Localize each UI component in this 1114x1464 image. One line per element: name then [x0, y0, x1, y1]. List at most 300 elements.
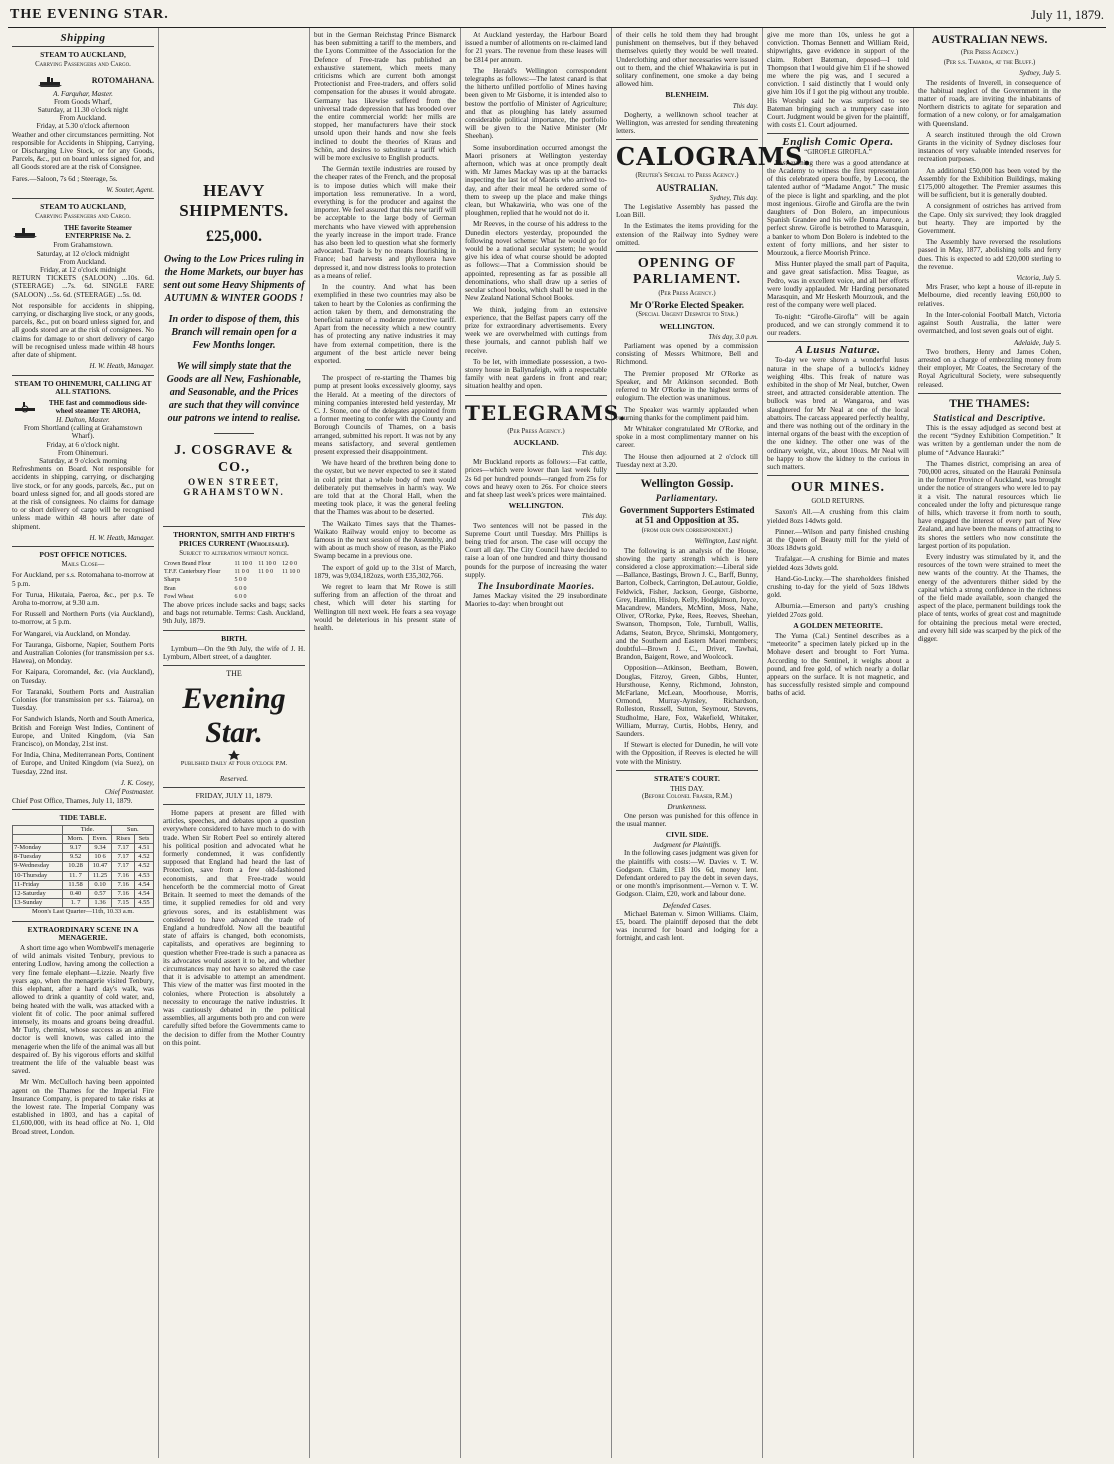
blenheim-paragraph: Dogherty, a wellknown school teacher at Wellington, was arrested for sending threatening letters. — [616, 110, 758, 136]
birth-title: BIRTH. — [221, 633, 247, 643]
table-row — [13, 899, 154, 908]
post-line: For India, China, Mediterranean Ports, Continent of Europe, and United Kingdom (via Suez), on Tuesday, 22nd inst. — [12, 751, 154, 776]
divider — [163, 526, 305, 527]
paper-nameplate — [163, 670, 305, 805]
star-ornament-icon — [219, 750, 249, 760]
table-cell: 4.51 — [134, 844, 153, 853]
column-1 — [8, 28, 159, 1458]
mines-paragraph: Hand-Go-Lucky.—The shareholders finished crushing to-day for the yield of 5ozs 18dwts gold. — [767, 574, 909, 600]
ad-notice: Refreshments on Board. Not responsible for accidents in shipping, carrying, or discharging live stock, or for any goods, parcels, &c., put on board unless signed for, and all goods stored are at the risk of consignees. No claims for damage to or short delivery of cargo will be recognised unless made within 48 hours after date of shipment. — [12, 465, 154, 531]
gossip-subtitle: Parliamentary. — [655, 492, 719, 503]
thames-paragraph: Every industry was stimulated by it, and the resources of the town were strained to meet the new wants of the country. At the Thames, the energy of the adventurers thither sided by the capital which a strong confidence in the richness of the field made available, soon changed the aspect of the place, permanent buildings took the place of tents, works of great cost and magnitude for obtaining the precious metal were erected, and every hill side was scarped by the pick of the digger. — [918, 552, 1061, 643]
article-paragraph: A short time ago when Wombwell's menagerie of wild animals visited Tenbury, previous to entering Ludlow, having among the collection a very fine female elephant—Lizzie. Nearly five years ago, when the menagerie visited Tenbury, this elephant, after a hard day's walk, was allowed to drink a quantity of cold water, and, being heated with the walk, was attacked with a violent fit of colic. The poor animal suffered intensely, its moans and groans being dreadful. Mr Turly, chemist, whose success as an animal doctor is well known, was called into the menagerie when the life of the animal was all but despaired of. By his vigorous efforts and skilful treatment the life of the valuable beast was saved. — [12, 944, 154, 1076]
court-title: STRATE'S COURT. — [654, 773, 720, 783]
court-paragraph: give me more than 10s, unless he got a conviction. Thomas Bennett and William Reid, shipwrights, gave evidence in support of the claim. Robert Bateman, deposed—I told Thompson that I would give him £1 if he showed me where the pig was, and I secured a conviction. I said distinctly that I would only give him 10s if I got the pig without any trouble. His Worship said he was surprised to see Bateman bringing such a trumpery case into Court. Judgment would be given for the plaintiff, with costs £1. Court adjourned. — [767, 31, 909, 130]
telegram-place: AUCKLAND. — [513, 437, 559, 447]
post-signature-title: Chief Postmaster. — [104, 788, 154, 797]
ship-name: THE favorite Steamer ENTERPRISE No. 2. — [63, 224, 133, 241]
table-cell: 7.17 — [112, 853, 135, 862]
divider — [12, 921, 154, 922]
menagerie-article — [12, 926, 154, 1136]
news-paragraph: The Assembly have reversed the resolutions passed in May, 1877, abolishing tolls and ferry dues. This is expected to add £20,000 sterling to the revenue. — [918, 238, 1061, 271]
firm-town: GRAHAMSTOWN. — [183, 487, 285, 498]
thames-paragraph: The Thames district, comprising an area of 700,000 acres, situated on the Hauraki Peninsula in the former Province of Auckland, was brought under the notice of strangers who were led to pay it a visit. The natural resources which lie concealed under the lofty and picturesque range of hills, which traverse it from north to south, have engaged the interest of every part of New Zealand, and have been the means of attracting to its shores the settlers who now constitute the largest portion of its population. — [918, 459, 1061, 550]
departure-time: Saturday, at 12 o'clock midnight — [36, 249, 130, 258]
table-subheader: Even. — [88, 834, 112, 843]
table-cell: 4.52 — [134, 862, 153, 871]
table-cell — [281, 576, 305, 584]
ship-row — [12, 72, 154, 90]
news-paragraph: Mr Reeves, in the course of his address to the Dunedin electors yesterday, propounded the following novel scheme: What he would go for would be a national secular system; he would give his idea of what course should be adopted as follows:—That a Commission should be appointed, representing as far as possible all denominations, who shall draw up a series of secular school books, which shall be used in the New Zealand National School Books. — [465, 220, 607, 303]
news-paragraph: Mrs Fraser, who kept a house of ill-repute in Melbourne, died recently leaving £60,000 to relatives. — [918, 283, 1061, 308]
thames-subtitle: Statistical and Descriptive. — [933, 412, 1046, 423]
ad-title: STEAM TO AUCKLAND, — [40, 50, 126, 60]
nameplate-title: Evening Star. — [182, 682, 286, 750]
departure-from: From Goods Wharf, — [54, 97, 112, 106]
divider — [12, 546, 154, 547]
ship-row — [12, 398, 154, 416]
prices-subtitle: Subject to alteration without notice. — [179, 549, 289, 557]
ship-name: THE fast and commodious side-wheel steamer TE AROHA, — [48, 398, 148, 415]
table-cell: 7.17 — [112, 862, 135, 871]
table-cell: 10 6 — [88, 853, 112, 862]
table-cell — [257, 576, 281, 584]
table-cell: Crown Brand Flour — [164, 561, 211, 568]
table-cell: 13-Sunday — [13, 899, 63, 908]
table-header: Sun. — [112, 825, 154, 834]
table-cell: 11 10 0 — [258, 561, 277, 568]
birth-notice — [163, 635, 305, 662]
ad-body: Owing to the Low Prices ruling in the Home Markets, our buyer has sent out some Heavy Shipments of AUTUMN & WINTER GOODS ! — [163, 254, 305, 304]
table-cell: 9-Wednesday — [13, 862, 63, 871]
table-cell: 7.17 — [112, 844, 135, 853]
blenheim-date: This day. — [732, 101, 758, 110]
opening-head: Mr O'Rorke Elected Speaker. — [630, 300, 744, 311]
ship-master: H. Dalton, Master. — [56, 415, 110, 424]
news-paragraph: Some insubordination occurred amongst the Maori prisoners at Wellington yesterday afternoon, which was at once promptly dealt with. Mr James Mackay was up at the barracks inspecting the last lot of Maoris who arrived to-day, and after their meal he ordered some of them to sweep up the place and make things clean, but Whakawiria, who was one of the ploughmen, replied that he would not do it. — [465, 143, 607, 218]
calograms-title: CALOGRAMS. — [616, 142, 812, 172]
steam-auckland-ad-2 — [12, 203, 154, 370]
editorial-paragraph: The Germán textile industries are roused by the cheaper rates of the French, and the proposal is to impose duties which will make their importation less remunerative. In a word, everything is for the producer and against the importer. We feel assured that this new tariff will be acceptable to the large body of German merchants who have viewed with apprehension the yearly increase in the import trade. France has also been led to question what she formerly advocated. Trade is by no means flourishing in France; bad harvests and phylloxera have depressed it, and now distress looks to protection as a means of relief. — [314, 165, 456, 280]
table-cell: 7.16 — [112, 871, 135, 880]
columns — [8, 28, 1106, 1458]
column-3 — [310, 28, 461, 1458]
court-subtitle: (Before Colonel Fraser, R.M.) — [641, 793, 733, 801]
news-paragraph: A consignment of ostriches has arrived from the Cape. Only six survived; they look draggled but hearty. They are imported by the Government. — [918, 202, 1061, 236]
table-cell: 7-Monday — [13, 844, 63, 853]
telegram-subhead: The Insubordinate Maories. — [477, 580, 595, 591]
steam-auckland-ad-1 — [12, 51, 154, 194]
table-cell: 9.34 — [88, 844, 112, 853]
news-paragraph: The residents of Inverell, in consequence of the habitual neglect of the Government in the matter of roads, are inviting the inhabitants of Northern districts to agitate for separation and formation of a new colony, or for amalgamation with Queensland. — [918, 78, 1061, 128]
news-paragraph: We regret to learn that Mr Rowe is still suffering from an affection of the throat and chest, which will deter his starting for Wellington till next week. He fears a sea voyage would be deleterious in his present state of health. — [314, 583, 456, 633]
post-line: For Russell and Northern Ports (via Auckland), to-morrow, at 5 p.m. — [12, 610, 154, 627]
table-subheader: Morn. — [63, 834, 88, 843]
news-paragraph: A search instituted through the old Crown Grants in the vicinity of Sydney discloses four instances of very valuable intended reserves for recreation purposes. — [918, 130, 1061, 164]
opening-date: This day, 3.0 p.m. — [708, 332, 758, 341]
return-from: From Ohinemuri. — [57, 448, 109, 457]
steam-ohinemuri-ad — [12, 380, 154, 542]
opening-title: OPENING OF PARLIAMENT. — [632, 256, 742, 288]
mines-paragraph: Trafalgar.—A crushing for Birnie and mates yielded 4ozs 3dwts gold. — [767, 555, 909, 572]
firm-street: OWEN STREET, — [188, 477, 280, 487]
table-cell: 11 10 0 — [282, 569, 300, 576]
table-header — [13, 825, 63, 834]
table-row — [13, 890, 154, 899]
post-line: For Sandwich Islands, North and South America, British and Foreign West Indies, Continent of Europe, and United Kingdom, (via San Francisco), on Monday, 21st inst. — [12, 715, 154, 749]
column-4 — [461, 28, 627, 1458]
telegram-paragraph: James Mackay visited the 29 insubordinate Maories to-day: when brought out — [465, 592, 607, 609]
australian-news-subtitle-2: (Per s.s. Taiaroa, at the Bluff.) — [943, 59, 1036, 67]
opera-subtitle: “GIROFLE GIROFLA.” — [804, 148, 872, 156]
steamship-icon — [37, 74, 63, 88]
table-cell: Bran — [164, 585, 176, 592]
divider — [163, 804, 305, 805]
table-cell: 5 0 0 — [234, 577, 247, 584]
table-row — [13, 853, 154, 862]
telegram-place: WELLINGTON. — [508, 501, 564, 511]
section-shipping: Shipping — [60, 32, 106, 44]
ad-agent: W. Souter, Agent. — [106, 185, 154, 194]
tide-title: TIDE TABLE. — [59, 813, 107, 823]
column-5 — [612, 28, 812, 1458]
news-paragraph: The export of gold up to the 31st of March, 1879, was 9,034,182ozs, worth £35,302,766. — [314, 563, 456, 580]
column-2 — [159, 28, 310, 1458]
table-cell: 4.53 — [134, 871, 153, 880]
column-6 — [763, 28, 914, 1458]
prices-note: The above prices include sacks and bags; sacks and bags not returnable. Terms: Cash. Auckland, 9th July, 1879. — [163, 601, 305, 626]
news-dateline: Victoria, July 5. — [1016, 274, 1061, 283]
page-masthead-title: THE EVENING STAR. — [10, 7, 169, 22]
table-cell: 6 0 0 — [234, 585, 247, 592]
divider — [163, 665, 305, 666]
table-row — [13, 844, 154, 853]
ad-body: In order to dispose of them, this Branch will remain open for a Few Months longer. — [168, 314, 300, 351]
post-line: For Turua, Hikutaia, Paeroa, &c., per p.s. Te Aroha to-morrow, at 9.30 a.m. — [12, 590, 154, 607]
prices-body — [163, 560, 305, 601]
civil-defended: Defended Cases. — [662, 901, 712, 910]
ad-headline: HEAVY SHIPMENTS. — [179, 181, 289, 220]
divider — [214, 433, 254, 434]
table-row — [163, 560, 305, 568]
return-time: Friday, at 12 o'clock midnight — [39, 266, 127, 275]
calograms-date: Sydney, This day. — [709, 193, 758, 202]
editorial-paragraph: but in the German Reichstag Prince Bismarck has been submitting a tariff to the members, and the Lyons Committee of the Association for the Defence of Free-trade has published an exhaustive statement, which meets many criticisms which are current both amongst Protectionist and Free-traders, and offers solid compensation for the abuses it would abrogate. Germany has likewise suffered from the universal trade depression that has brooded over the entire commercial world: her mills are stopped, her manufacturers have their stock unsold upon their hands and now she feels inclined to doubt the theories of Kraus and Schön, and desires to substitute a tariff which will be more exclusive to English products. — [314, 31, 456, 163]
telegram-paragraph: Two sentences will not be passed in the Supreme Court until Tuesday. Mrs Phillips is being tried for arson. The case will occupy the Court all day. The City Council have decided to raise a loan of one hundred and thirty thousand pounds for the purpose of increasing the water supply. — [465, 521, 607, 579]
ad-notice: Weather and other circumstances permitting. Not responsible for Accidents in Shipping, Carrying, or Discharging Live Stock, or for any Goods, Parcels, &c., put on board unless signed for, and all Goods stored are at the risk of Consignee. — [12, 130, 154, 172]
news-paragraph: The Herald's Wellington correspondent telegraphs as follows:—The latest canard is that the hitherto unfilled portfolio of Mines having been given to Mr Gisborne, it is intended also to bestow the portfolio of Minister of Agriculture; and that as ploughing has lately assumed considerable political importance, the portfolio will be given to the Native Minister (Mr Sheehan). — [465, 66, 607, 141]
divider — [767, 475, 909, 476]
return-time: Friday, at 5.30 o'clock afternoon — [36, 122, 130, 131]
table-cell: 0.10 — [88, 880, 112, 889]
tide-table — [12, 814, 154, 916]
news-paragraph: We have heard of the brethren being done to the oyster, but we never expected to see it stated in cold print that a whole body of men would deliberately put themselves in harm's way. We are told that at the Choral Hall, when the meeting took place, it was the general feeling that the Thames was about to be deserted. — [314, 459, 456, 517]
table-cell — [281, 585, 305, 593]
post-line: For Auckland, per s.s. Rotomahana to-morrow at 5 p.m. — [12, 571, 154, 588]
telegram-date: This day. — [581, 448, 607, 457]
telegram-date: This day. — [581, 512, 607, 521]
post-office-notices — [12, 551, 154, 805]
telegrams-section — [465, 400, 627, 609]
ad-body: We will simply state that the Goods are all New, Fashionable, and Seasonable, and the Prices are such that they will convince our patrons we intend to realise. — [166, 361, 302, 424]
divider — [616, 473, 758, 474]
masthead — [8, 4, 1106, 28]
news-paragraph: The prospect of re-starting the Thames big pump at present looks excessively gloomy, says the Herald. At a meeting of the directors of mining companies interested held yesterday, Mr C. J. Stone, one of the delegates appointed from a former meeting to confer with the County and Borough Councils of Thames, on a basis arranged, submitted his report. It was not by any means satisfactory, and several gentlemen present expressed their disappointment. — [314, 374, 456, 456]
ad-notice: Not responsible for accidents in shipping, carrying, or discharging live stock, or any goods, parcels, &c., put on board unless signed for, and all goods stored are at the risk of consignees. No claims for damage to or short delivery of cargo will be recognised unless made within 48 hours after date of shipment. — [12, 301, 154, 360]
australian-news-subtitle: (Per Press Agency.) — [960, 49, 1019, 56]
table-row — [163, 585, 305, 593]
table-subheader: Rises — [112, 834, 135, 843]
table-cell: 4.52 — [134, 853, 153, 862]
opening-paragraph: Parliament was opened by a commission consisting of Messrs Whitmore, Bell and Richmond. — [616, 342, 758, 367]
news-dateline: Adelaide, July 5. — [1013, 338, 1061, 347]
return-from: From Auckland. — [59, 257, 107, 266]
gossip-paragraph: Opposition—Atkinson, Beetham, Bowen, Douglas, Fitzroy, Green, Gibbs, Hunter, Hursthouse, Kenny, Richmond, Johnston, McFarlane, McLean, Moorhouse, Morris, Ormond, Murray-Aynsley, Richardson, Rolleston, Russell, Sutton, Seymour, Stevens, Studholme, Hare, Fox, Wakefield, Whitaker, William, Murray, Curtis, Hobbs, Henry, and Saunders. — [616, 664, 758, 738]
nameplate-the: THE — [226, 669, 242, 679]
divider — [12, 46, 154, 47]
tide-body — [13, 844, 154, 908]
column-7 — [914, 28, 1065, 1458]
gossip-date: Wellington, Last night. — [694, 537, 758, 546]
calograms-paragraph: The Legislative Assembly has passed the Loan Bill. — [616, 203, 758, 220]
table-cell: 9.17 — [63, 844, 88, 853]
editorial-paragraph: In the country. And what has been exemplified in these two countries may also be taken to heart by the Colonies as confirming the action taken by them, and demonstrating the beneficial nature of a moderate protective tariff. Apart from the necessity which a new country has of protecting any native industries it may have from external competition, there is the argument of the best article never being exported. — [314, 283, 456, 365]
gossip-paragraph: The following is an analysis of the House, showing the party strength which is here considered a close approximation:—Liberal side—Ballance, Bastings, Brown J. C., Barff, Bunny, Barton, Colbeck, Carrington, DeLautour, Goldie, Feldwick, Fisher, Jackson, George, Gisborne, Grey, Hamlin, Hislop, Kelly, Hodgkinson, Joyce, Macandrew, Manders, McMinn, Moss, Nahe, Oliver, O'Rorke, Pyke, Rees, Reeves, Sheehan, Swanson, Thompson, Tole, Turnbull, Wallis, Adams, Seaton, Bryce, Shrimski, Montgomery, and the Southern and Eastern Maori members; doubtful—Brown J. C., Driver, Tawhai, Brandon, Baigent, Rowe, and Woolcock. — [616, 546, 758, 662]
table-cell: 0.57 — [88, 890, 112, 899]
lusus-paragraph: To-day we were shown a wonderful lusus naturæ in the shape of a bullock's kidney weighing 4lbs. This freak of nature was exhibited in the shop of Mr Neal, butcher, Owen street, and attracted considerable attention. The bullock was bred at Wangaroa, and was slaughtered for Mr Neal at one of the local abattoirs. The carcass appeared perfectly healthy, and there was nothing out of the ordinary in the internal organs of the beast with the exception of the one kidney. The other one was of the ordinary weight, viz., about 10ozs. Mr Neal will be happy to show the kidney to the curious in such matters. — [767, 356, 909, 471]
opening-paragraph: The Premier proposed Mr O'Rorke as Speaker, and Mr Atkinson seconded. Both referred to Mr O'Rorke in the highest terms of eulogium. The election was unanimous. — [616, 369, 758, 403]
news-paragraph: At Auckland yesterday, the Harbour Board issued a number of allotments on re-claimed land for 21 years. The revenue from these leases will be £814 per annum. — [465, 31, 607, 64]
opera-paragraph: Miss Hunter played the small part of Paquita, and gave great satisfaction. Miss Teague, as Pedro, was in excellent voice, and all her efforts were loudly applauded. Mr Harding personated Marasquin, and Mr Hesketh Mourzouk, and the rest of the company were well placed. — [767, 260, 909, 310]
civil-subtitle: Judgment for Plaintiffs. — [652, 841, 722, 850]
lusus-title: A Lusus Naturæ. — [795, 344, 881, 357]
table-header: Tide. — [63, 825, 112, 834]
post-line: For Taranaki, Southern Ports and Australian Colonies (for transmission per s.s. Taiaroa), on Tuesday. — [12, 687, 154, 713]
table-cell: 7.15 — [112, 899, 135, 908]
table-cell: 12-Saturday — [13, 890, 63, 899]
mines-paragraph: Alburnia.—Emerson and party's crushing yielded 27ozs gold. — [767, 602, 909, 619]
table-header-row — [13, 825, 154, 834]
divider — [12, 809, 154, 810]
return-time: Saturday, at 9 o'clock morning — [39, 456, 127, 465]
post-office-date: Chief Post Office, Thames, July 11, 1879. — [12, 797, 133, 806]
opera-title: English Comic Opera. — [782, 136, 894, 149]
ad-return-tickets: RETURN TICKETS (SALOON) ...10s. 6d. (STEERAGE) ...7s. 6d. SINGLE FARE (SALOON) ...5s. 6d. (STEERAGE) ...5s. 0d. — [12, 274, 154, 299]
article-title: EXTRAORDINARY SCENE IN A MENAGERIE. — [27, 924, 139, 942]
opening-paragraph: Mr Whitaker congratulated Mr O'Rorke, and spoke in a most complimentary manner on his career. — [616, 424, 758, 450]
news-paragraph: To be let, with immediate possession, a two-storey house in Ballynafeigh, with a respectable family with neat gardens in front and rear; situation healthy and open. — [465, 357, 607, 391]
table-cell: 8-Tuesday — [13, 853, 63, 862]
table-cell: 4.54 — [134, 880, 153, 889]
divider — [12, 198, 154, 199]
table-cell: 1.36 — [88, 899, 112, 908]
return-from: From Auckland. — [59, 114, 107, 123]
telegrams-title: TELEGRAMS. — [465, 400, 627, 425]
editorial-paragraph: Home papers at present are filled with articles, speeches, and debates upon a question everywhere considered to have much to do with trade. When Sir Robert Peel so entirely altered his political position and advocated what he formerly condemned, it was confidently supposed that England had heard the last of Protection, save from a few old-fashioned economists, and that Free-trade would henceforth be the commercial motto of Great Britain. It seemed to meet the demands of the time, it supplied remedies for old and very grievous sores, and its establishment was considered to have advanced the trade of England a hundredfold. Now all the beautiful state of affairs is changed, both economists, capitalists, and operatives are beginning to question whether Free-trade is such a panacea as its advocates would assert it to be, and whether circumstances may not have so altered the case that it is advisable to attempt an amendment. This view of the matter was first mooted in the colonies, where Protection is absolutely a necessity to encourage the native industries. It was cautiously debated in the political assemblies, all arguments both pro and con were carefully sifted before the Governments came to the decision to differ from the Mother Country on this point. — [163, 809, 305, 1047]
post-signature: J. K. Cosey, — [120, 778, 154, 787]
departure-from: From Grahamstown. — [53, 241, 113, 250]
civil-paragraph: In the following cases judgment was given for the plaintiffs with costs:—W. Davies v. T. W. Godgson. Claim, £18 10s 6d, money lent. Defendant ordered to pay the debt in seven days, or one month's imprisonment.—Vernon v. T. W. Godgson. Claim, £20, work and labour done. — [616, 849, 758, 899]
thames-paragraph: This is the essay adjudged as second best at the recent “Sydney Exhibition Competition.” It was written by a gentleman under the nom de plume of “Advance Hauraki:” — [918, 423, 1061, 457]
table-cell: 9.52 — [63, 853, 88, 862]
divider — [163, 630, 305, 631]
prices-table — [163, 560, 305, 601]
moon-phase: Moon's Last Quarter—11th, 10.33 a.m. — [31, 908, 135, 916]
divider — [616, 770, 758, 771]
gossip-head: Government Supporters Estimated at 51 and Opposition at 35. — [619, 505, 755, 526]
divider — [767, 133, 909, 134]
table-cell: Sharps — [164, 577, 181, 584]
ad-subtitle: Carrying Passengers and Cargo. — [35, 213, 131, 221]
table-cell — [257, 593, 281, 601]
prices-title: THORNTON, SMITH AND FIRTH'S PRICES CURRENT (Wholesale). — [173, 530, 295, 548]
ship-master: A. Farquhar, Master. — [53, 89, 113, 98]
table-cell — [257, 585, 281, 593]
table-cell: 7.16 — [112, 880, 135, 889]
heavy-shipments-ad — [163, 181, 305, 496]
calograms-subtitle: (Reuter's Special to Press Agency.) — [635, 172, 739, 180]
civil-paragraph: Michael Bateman v. Simon Williams. Claim, £5, board. The plaintiff deposed that the debt was incurred for board and lodging for a fortnight, and cash lent. — [616, 909, 758, 943]
table-cell: 11 10 0 — [234, 561, 253, 568]
news-paragraph: Two brothers, Henry and James Cohen, arrested on a charge of embezzling money from their employer, Mr Coates, the Secretary of the Royal Agricultural Society, were subsequently released. — [918, 347, 1061, 389]
opera-paragraph: Last evening there was a good attendance at the Academy to witness the first representation of this celebrated opera bouffe, by Lecocq, the talented author of “Madame Angot.” The music of the piece is light and sparkling, and the plot most ingenious. Girofle and Girofla are the twin daughters of Don Bolero, an impecunious Spanish Grandee and his wife Donna Aurore, a perfect shrew. Girofle is betrothed to Marasquin, a banker to whom Don Bolero is indebted to the extent of forty millions, and her sister to Mourzouk, a fierce Moorish Prince. — [767, 158, 909, 258]
table-cell: Fowl Wheat — [164, 593, 194, 600]
news-paragraph: The Waikato Times says that the Thames-Waikato Railway would enjoy to become as famous in the next session of the Assembly, and with about as much show of reason, as the Piako Swamp became in a previous one. — [314, 519, 456, 561]
post-title: POST OFFICE NOTICES. — [39, 549, 127, 559]
table-row — [13, 862, 154, 871]
telegrams-subtitle: (Per Press Agency.) — [507, 427, 565, 435]
table-cell: 10.28 — [63, 862, 88, 871]
calograms-place: AUSTRALIAN. — [656, 182, 718, 193]
table-cell: 11 0 0 — [258, 569, 274, 576]
post-line: For Kaipara, Coromandel, &c. (via Auckland), on Tuesday. — [12, 668, 154, 685]
table-cell: 4.54 — [134, 890, 153, 899]
article-paragraph: Mr Wm. McCulloch having been appointed agent on the Thames for the Imperial Fire Insurance Company, is prepared to take risks at the lowest rate. The Imperial Company was established in 1803, and has a capital of £1,600,000, with its head office at No. 1, Old Broad street, London. — [12, 1078, 154, 1136]
table-cell — [281, 593, 305, 601]
steamship-icon — [12, 225, 38, 239]
civil-title: CIVIL SIDE. — [665, 830, 709, 840]
opera-paragraph: To-night: “Girofle-Girofla” will be again produced, and we can strongly commend it to our readers. — [767, 312, 909, 337]
court-date: THIS DAY. — [670, 785, 704, 794]
divider — [616, 251, 758, 252]
firm-name: J. COSGRAVE & CO., — [174, 443, 294, 475]
mines-subtitle: GOLD RETURNS. — [811, 498, 865, 506]
opening-subtitle: (Per Press Agency.) — [658, 290, 716, 298]
post-subtitle: Mails Close— — [61, 561, 105, 569]
divider — [163, 787, 305, 788]
calograms-paragraph: In the Estimates the items providing for the extension of the Railway into Sydney were omitted. — [616, 222, 758, 247]
table-cell: 11 0 0 — [234, 569, 250, 576]
news-paragraph: We think, judging from an extensive experience, that the Belfast papers carry off the prize for extraordinary advertisements. Every week we are overwhelmed with cuttings from these journals, and cannot publish half we receive. — [465, 305, 607, 355]
ad-fares: Fares.—Saloon, 7s 6d ; Steerage, 5s. — [12, 174, 118, 183]
nameplate-reserved: Reserved. — [219, 774, 249, 783]
issue-date: FRIDAY, JULY 11, 1879. — [195, 790, 273, 800]
divider — [12, 375, 154, 376]
ad-agent: H. W. Heath, Manager. — [89, 533, 154, 542]
opening-paragraph: The House then adjourned at 2 o'clock till Tuesday next at 3.20. — [616, 452, 758, 469]
mines-paragraph: Saxon's All.—A crushing from this claim yielded 8ozs 14dwts gold. — [767, 508, 909, 525]
table-cell: 1. 7 — [63, 899, 88, 908]
gossip-paragraph: If Stewart is elected for Dunedin, he will vote with the Opposition, if Reeves is elected he will vote with the Ministry. — [616, 741, 758, 766]
departure-time: Saturday, at 11.30 o'clock night — [37, 106, 129, 115]
divider — [465, 395, 607, 396]
table-cell: 0.40 — [63, 890, 88, 899]
table-cell: 6 0 0 — [234, 593, 247, 600]
table-cell: 10-Thursday — [13, 871, 63, 880]
table-row — [163, 568, 305, 576]
court-paragraph: One person was punished for this offence in the usual manner. — [616, 811, 758, 828]
opening-place: WELLINGTON. — [659, 321, 715, 331]
page-masthead-date: July 11, 1879. — [1030, 7, 1104, 22]
divider — [918, 393, 1061, 394]
news-paragraph: An additional £50,000 has been voted by the Assembly for the Exhibition Buildings, making £175,000 altogether. The Premier assumes this will be sufficient, but it is generally doubted. — [918, 166, 1061, 200]
opening-paragraph: The Speaker was warmly applauded when returning thanks for the compliment paid him. — [616, 405, 758, 422]
table-cell: 11. 7 — [63, 871, 88, 880]
post-line: For Wangarei, via Auckland, on Monday. — [12, 629, 131, 638]
table-subheader-row — [13, 834, 154, 843]
table-row — [163, 593, 305, 601]
departure-from: From Shortland (calling at Grahamstown Wharf). — [23, 424, 143, 441]
birth-text: Lymburn—On the 9th July, the wife of J. H. Lymburn, Albert street, of a daughter. — [163, 644, 305, 662]
post-line: For Tauranga, Gisborne, Napier, Southern Ports and Australian Colonies (for transmission per s.s. Hawea), on Monday. — [12, 640, 154, 666]
departure-time: Friday, at 6 o'clock night. — [46, 440, 120, 449]
gossip-title: Wellington Gossip. — [640, 477, 734, 490]
table-cell: 4.55 — [134, 899, 153, 908]
ad-title: STEAM TO OHINEMURI, CALLING AT ALL STATIONS. — [14, 378, 152, 396]
news-paragraph: of their cells he told them they had brought punishment on themselves, but if they behaved themselves quietly they would be well treated. Underclothing and other necessaries were issued out to them, and the chief Whakawiria is put in solitary confinement, one smoke a day being allowed him. — [616, 31, 758, 89]
tide-table-grid — [12, 825, 154, 909]
blenheim-place: BLENHEIM. — [665, 90, 709, 100]
meteorite-title: A GOLDEN METEORITE. — [793, 620, 883, 630]
ship-row — [12, 223, 154, 241]
telegram-paragraph: Mr Buckland reports as follows:—Fat cattle, prices—which were lower than last week fully 2s 6d per hundred pounds—ranged from 25s for cows and heavy oxen to 26s. For choice steers and fat sheep last week's prices were maintained. — [465, 458, 607, 499]
table-subheader: Sets — [134, 834, 153, 843]
news-dateline: Sydney, July 5. — [1019, 69, 1061, 78]
table-cell: 11-Friday — [13, 880, 63, 889]
divider — [365, 369, 405, 370]
opening-subtitle-2: (Special Urgent Despatch to Star.) — [636, 311, 738, 319]
mines-paragraph: Pinner.—Wilson and party finished crushing at the Queen of Beauty mill for the yield of 30ozs 18dwts gold. — [767, 527, 909, 553]
thames-title: THE THAMES: — [949, 397, 1030, 410]
table-cell: 12 0 0 — [282, 561, 298, 568]
gossip-subtitle-2: (from our own correspondent.) — [641, 527, 733, 535]
table-row — [13, 871, 154, 880]
australian-news-title: AUSTRALIAN NEWS. — [931, 34, 1048, 46]
nameplate-publication: Published Daily at Four o'clock P.M. — [180, 760, 288, 768]
ad-title: STEAM TO AUCKLAND, — [40, 202, 126, 212]
table-row — [13, 880, 154, 889]
prices-current — [163, 531, 305, 625]
table-row — [163, 576, 305, 584]
court-drunkenness: Drunkenness. — [667, 803, 707, 812]
table-cell: 11.25 — [88, 871, 112, 880]
mines-title: OUR MINES. — [790, 480, 885, 496]
table-subheader — [13, 834, 63, 843]
table-cell: T.F.F. Canterbury Flour — [164, 569, 221, 576]
ad-agent: H. W. Heath, Manager. — [89, 362, 154, 371]
table-cell: 11.58 — [63, 880, 88, 889]
ad-amount: £25,000. — [206, 228, 262, 245]
news-paragraph: In the Inter-colonial Football Match, Victoria against South Australia, the latter were overmatched, and lost seven goals out of eight. — [918, 310, 1061, 336]
ship-name: ROTOMAHANA. — [91, 75, 154, 85]
ad-subtitle: Carrying Passengers and Cargo. — [35, 61, 131, 69]
table-cell: 7.16 — [112, 890, 135, 899]
divider — [767, 341, 909, 342]
meteorite-paragraph: The Yuma (Cal.) Sentinel describes as a “meteorite” a specimen lately picked up in the Mohave desert and brought to Fort Yuma. According to the Sentinel, it weighs about a pound, and free gold, of which nearly a dollar appears on the surface. It is not magnetic, and has successfully resisted simple and compound baths of acid. — [767, 632, 909, 698]
paddle-steamer-icon — [12, 400, 38, 414]
divider — [616, 139, 758, 140]
table-cell: 10.47 — [88, 862, 112, 871]
